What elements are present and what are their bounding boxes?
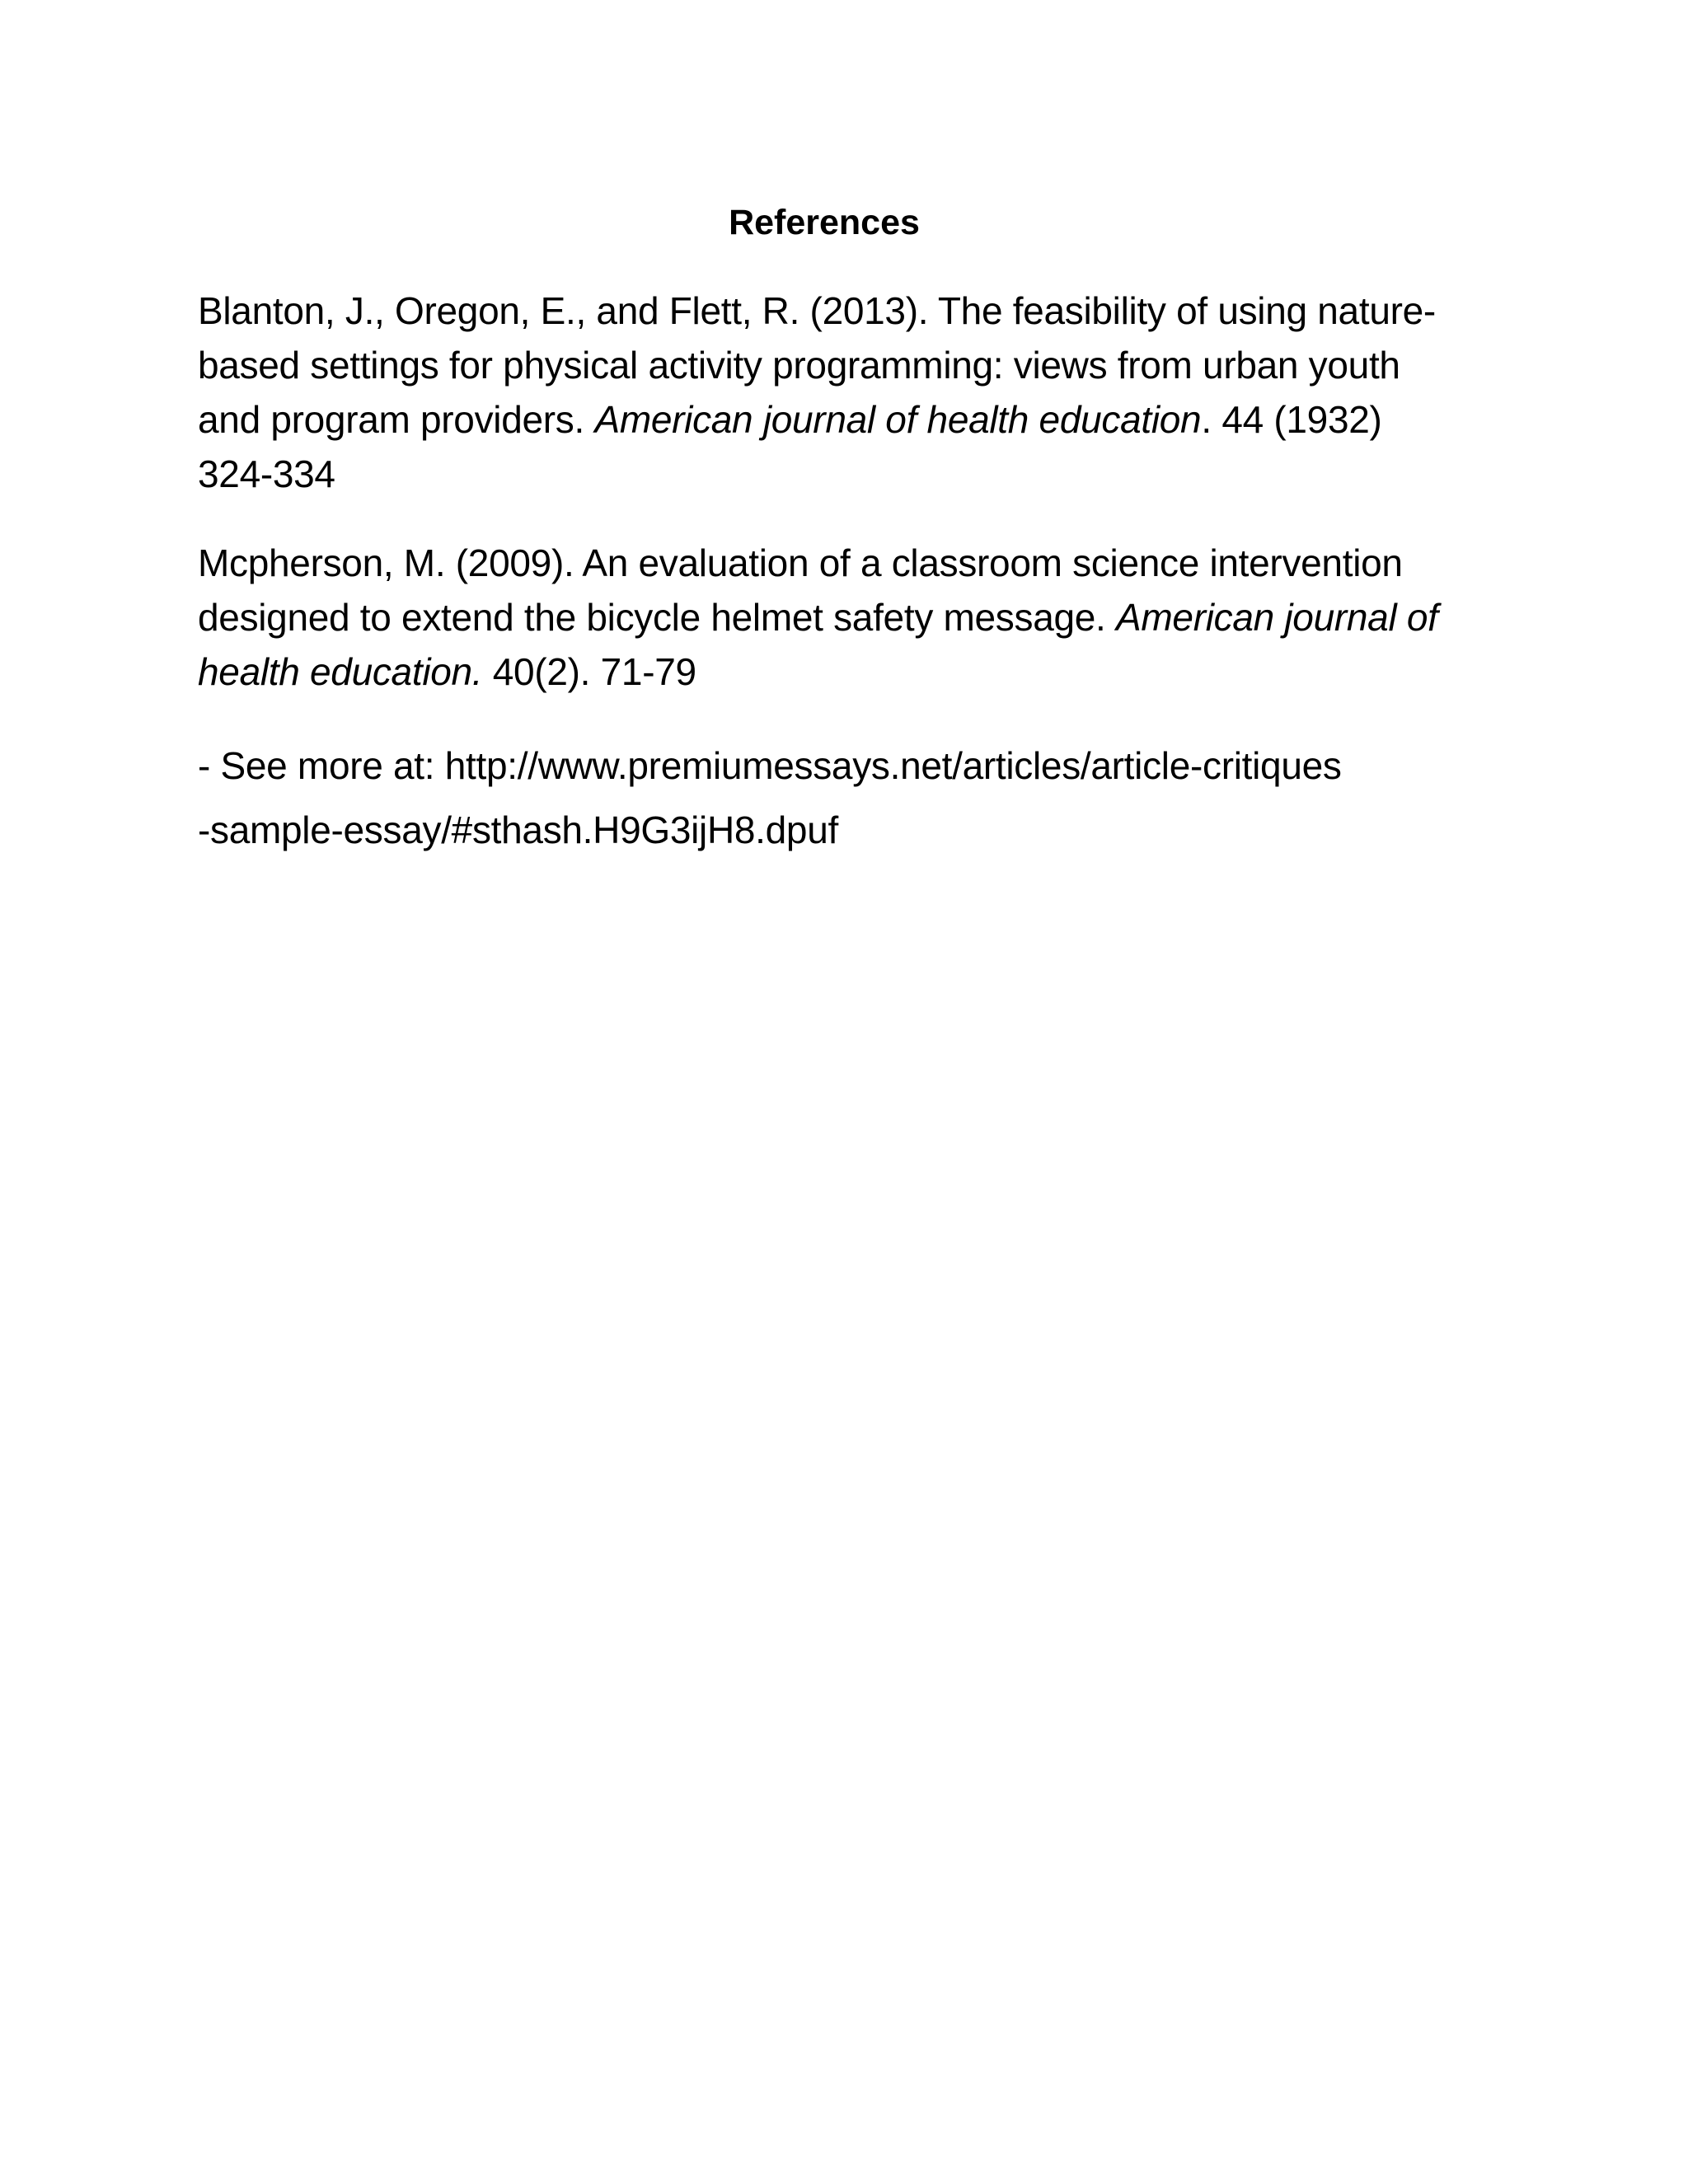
- reference-journal: American journal of health education: [594, 398, 1202, 441]
- page-title: References: [729, 203, 920, 242]
- reference-text: Mcpherson, M. (2009). An evaluation of a classroom science intervention designed to extend the bicycle helmet safety message.: [198, 541, 1403, 639]
- reference-journal: American journal of health education.: [198, 596, 1438, 693]
- reference-text: Blanton, J., Oregon, E., and Flett, R. (2013). The feasibility of using nature-based settings for physical activity programming: views from urban youth and program providers.: [198, 289, 1436, 441]
- see-more-link-text: - See more at: http://www.premiumessays.net/articles/article-critiques-sample-essay/#sthash.H9G3ijH8.dpuf: [198, 744, 1342, 851]
- reference-details: 40(2). 71-79: [482, 650, 696, 693]
- reference-entry: [198, 536, 1451, 699]
- references-section: [198, 198, 1451, 862]
- reference-details: . 44 (1932) 324-334: [198, 398, 1382, 495]
- reference-entry: [198, 284, 1451, 501]
